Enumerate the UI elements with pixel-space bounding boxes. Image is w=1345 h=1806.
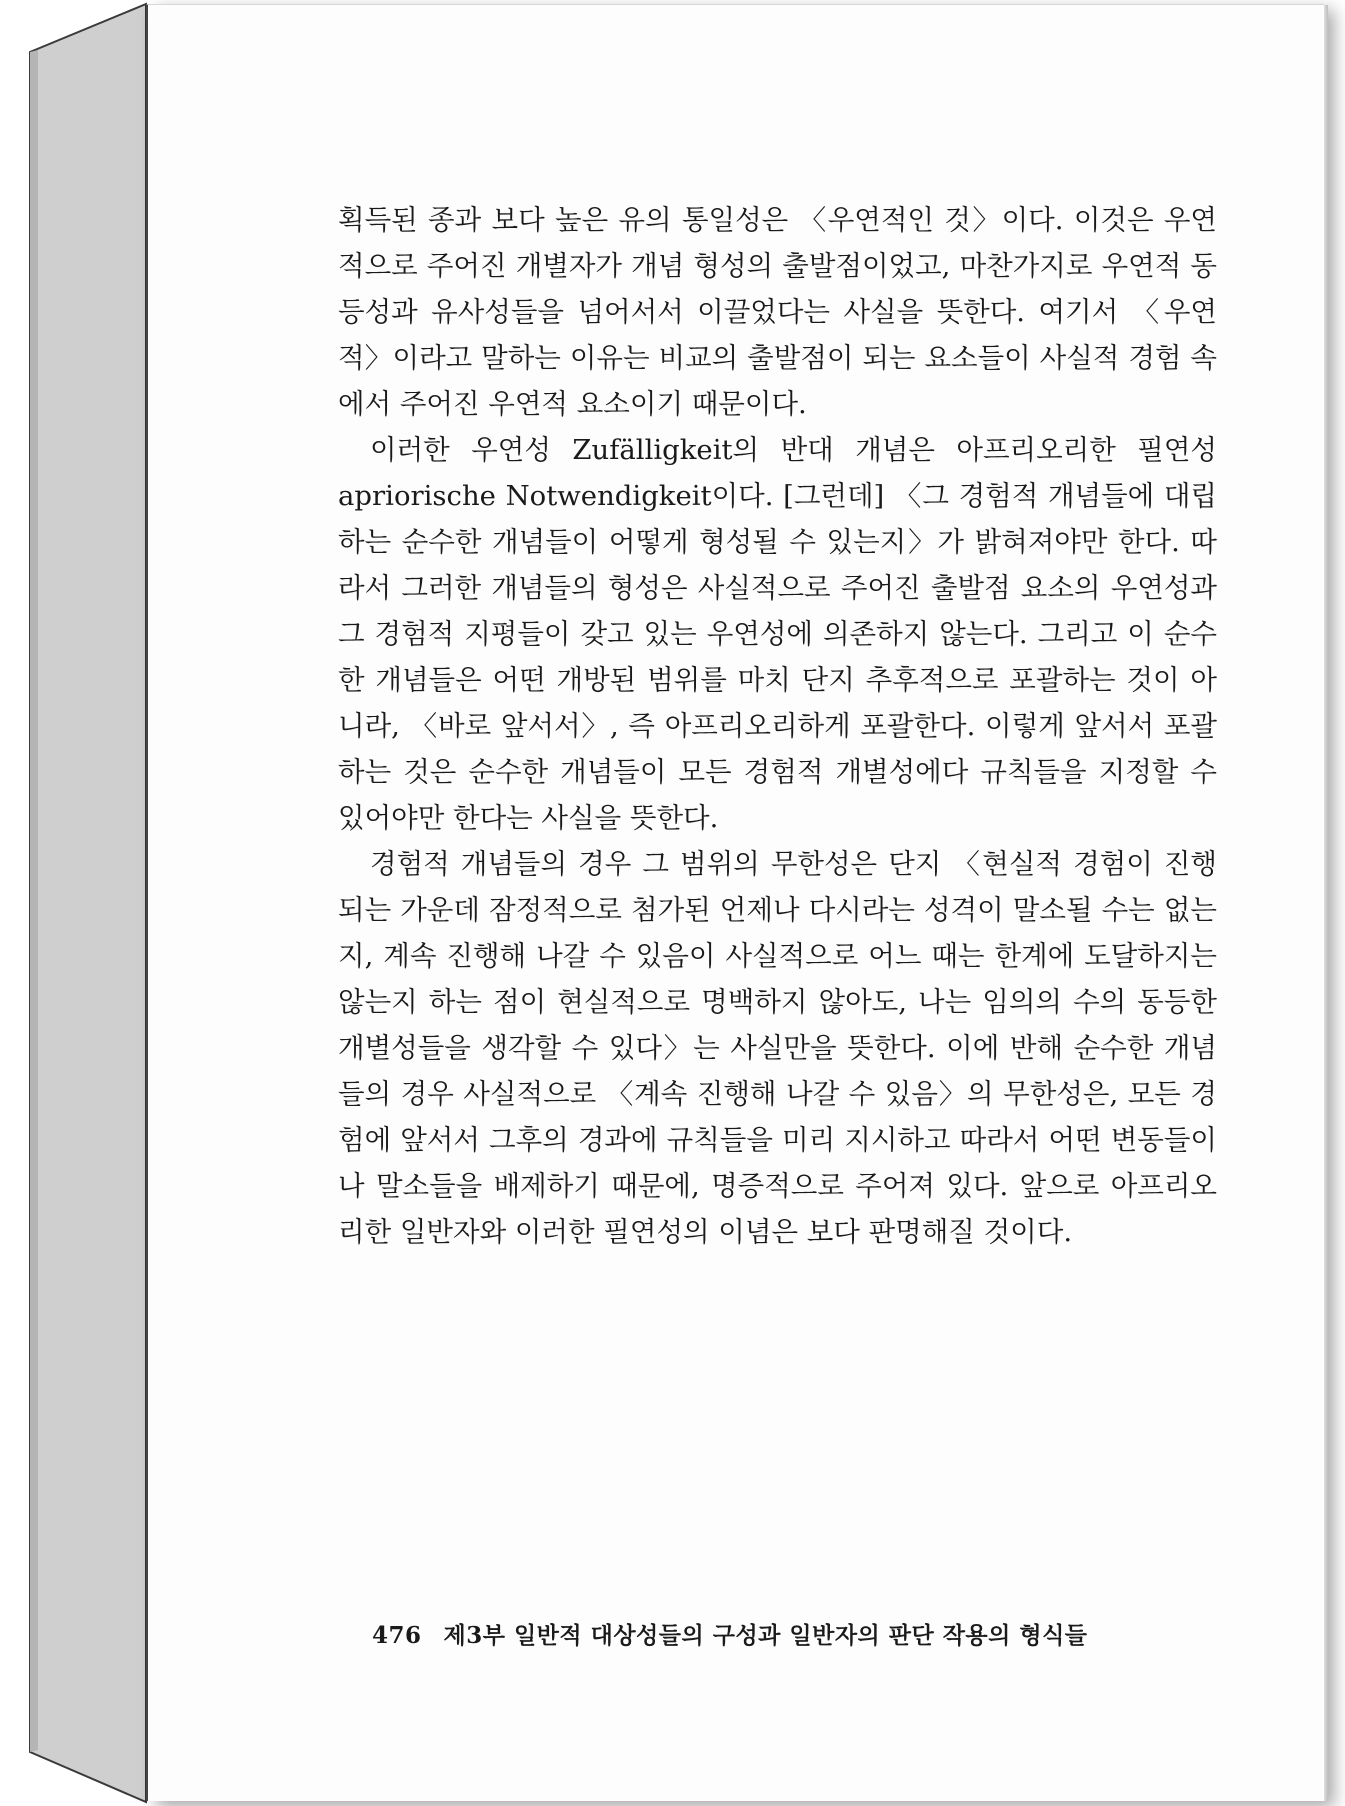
paragraph-3: 경험적 개념들의 경우 그 범위의 무한성은 단지 〈현실적 경험이 진행되는 가운데 잠정적으로 첨가된 언제나 다시라는 성격이 말소될 수는 없는지, 계속 진행해 나갈 수 있음이 사실적으로 어느 때는 한계에 도달하지는 않는지 하는 점이 현실적으로 명백하지 않아도, 나는 임의의 수의 동등한 개별성들을 생각할 수 있다〉는 사실만을 뜻한다. 이에 반해 순수한 개념들의 경우 사실적으로 〈계속 진행해 나갈 수 있음〉의 무한성은, 모든 경험에 앞서서 그후의 경과에 규칙들을 미리 지시하고 따라서 어떤 변동들이나 말소들을 배제하기 때문에, 명증적으로 주어져 있다. 앞으로 아프리오리한 일반자와 이러한 필연성의 이념은 보다 판명해질 것이다.: [338, 848, 1217, 1248]
book-spine-side: [0, 0, 150, 1806]
running-head: 제3부 일반적 대상성들의 구성과 일반자의 판단 작용의 형식들: [443, 1622, 1088, 1649]
book-page: [146, 4, 1324, 1801]
page-body-text: [338, 197, 1217, 1255]
page-edge-shadow: [1324, 5, 1328, 1801]
page-footer: [372, 1617, 1088, 1650]
page-number: 476: [372, 1622, 422, 1649]
paragraph-1: 획득된 종과 보다 높은 유의 통일성은 〈우연적인 것〉이다. 이것은 우연적으로 주어진 개별자가 개념 형성의 출발점이었고, 마찬가지로 우연적 동등성과 유사성들을 넘어서서 이끌었다는 사실을 뜻한다. 여기서 〈우연적〉이라고 말하는 이유는 비교의 출발점이 되는 요소들이 사실적 경험 속에서 주어진 우연적 요소이기 때문이다.: [338, 204, 1217, 420]
paragraph-2: 이러한 우연성 Zufälligkeit의 반대 개념은 아프리오리한 필연성 apriorische Notwendigkeit이다. [그런데] 〈그 경험적 개념들에 대립하는 순수한 개념들이 어떻게 형성될 수 있는지〉가 밝혀져야만 한다. 따라서 그러한 개념들의 형성은 사실적으로 주어진 출발점 요소의 우연성과 그 경험적 지평들이 갖고 있는 우연성에 의존하지 않는다. 그리고 이 순수한 개념들은 어떤 개방된 범위를 마치 단지 추후적으로 포괄하는 것이 아니라, 〈바로 앞서서〉, 즉 아프리오리하게 포괄한다. 이렇게 앞서서 포괄하는 것은 순수한 개념들이 모든 경험적 개별성에다 규칙들을 지정할 수 있어야만 한다는 사실을 뜻한다.: [338, 434, 1217, 834]
